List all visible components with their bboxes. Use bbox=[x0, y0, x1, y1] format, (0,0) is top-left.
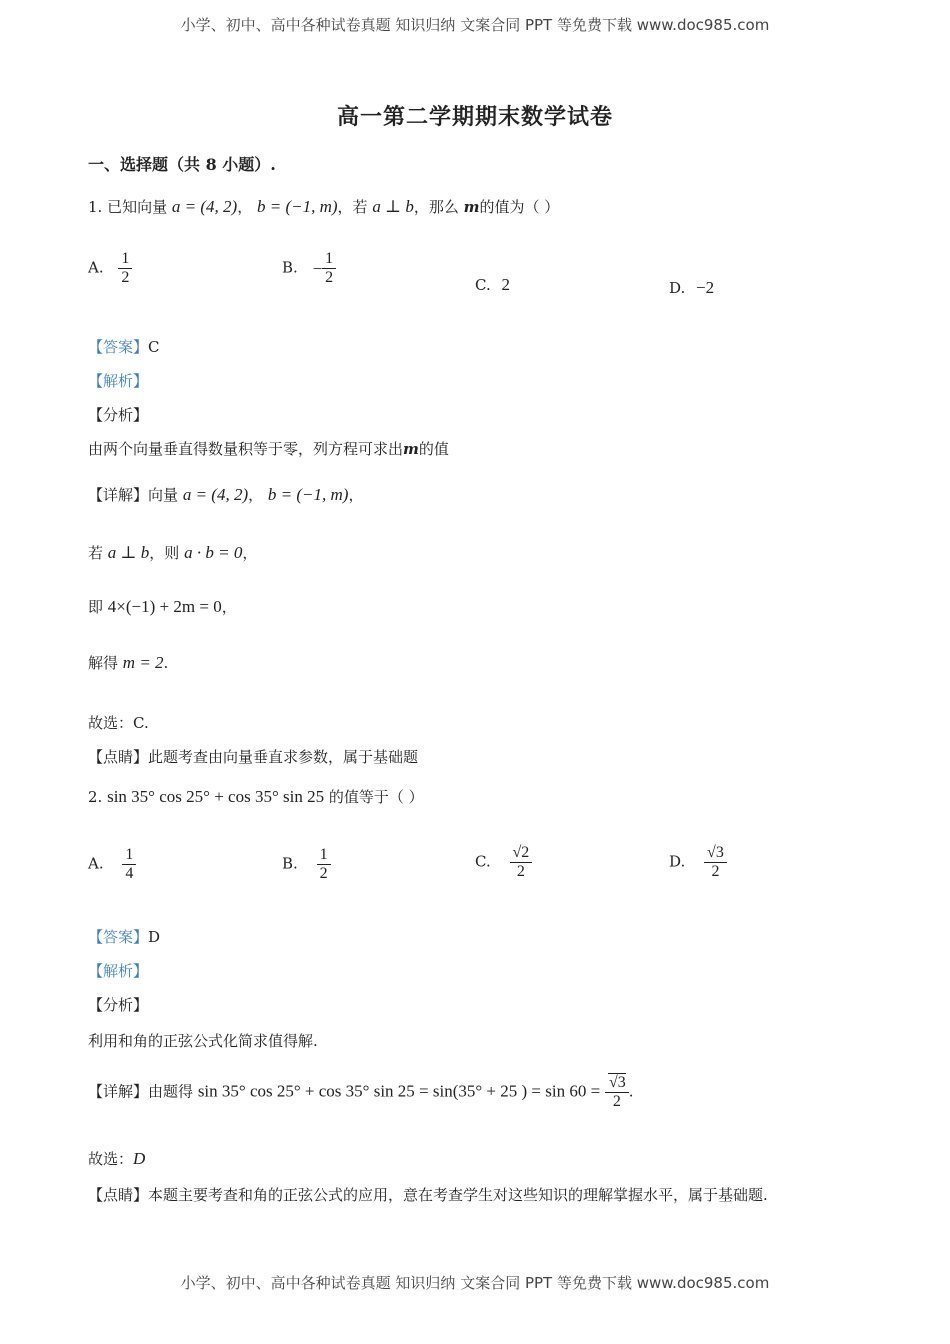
q1-option-a: A. $\frac{1}{2}$ bbox=[88, 250, 132, 287]
question-number: 1. bbox=[88, 198, 103, 216]
q1-option-b: B. − $\frac{1}{2}$ bbox=[282, 250, 336, 287]
question-1: 1. 已知向量 a = (4, 2)， b = (−1, m)，若 a ⊥ b，那么 m的值为（ ） bbox=[88, 197, 560, 216]
section-heading: 一、选择题（共 8 小题）. bbox=[88, 155, 276, 174]
vector-b: b = (−1, m) bbox=[256, 197, 338, 216]
q1-option-c: C. 2 bbox=[475, 275, 510, 294]
perpendicular-condition: a ⊥ b bbox=[372, 197, 414, 216]
q2-detail: 【详解】由题得 sin 35° cos 25° + cos 35° sin 25 = sin(35° + 25 ) = sin 60 = $\frac{√3}{2}$ . bbox=[88, 1074, 634, 1110]
q1-choose: 故选：C. bbox=[88, 714, 149, 732]
q2-option-b: B. $\frac{1}{2}$ bbox=[282, 846, 331, 883]
page-title: 高一第二学期期末数学试卷 bbox=[336, 104, 613, 130]
trig-expression: sin 35° cos 25° + cos 35° sin 25 bbox=[107, 787, 325, 806]
question-2: 2. sin 35° cos 25° + cos 35° sin 25 的值等于（ ） bbox=[88, 787, 424, 806]
q1-dianjing: 【点睛】此题考查由向量垂直求参数，属于基础题 bbox=[88, 748, 419, 766]
vector-a: a = (4, 2) bbox=[171, 197, 238, 216]
q1-detail-line-1: 【详解】向量 a = (4, 2)， b = (−1, m)， bbox=[88, 485, 364, 504]
q2-fenxi-text: 利用和角的正弦公式化简求值得解. bbox=[88, 1032, 318, 1050]
q2-option-c: C. $\frac{√2}{2}$ bbox=[475, 844, 532, 881]
page-footer: 小学、初中、高中各种试卷真题 知识归纳 文案合同 PPT 等免费下载 www.doc985.com bbox=[180, 1274, 770, 1292]
q1-detail-line-2: 若 a ⊥ b，则 a · b = 0， bbox=[88, 543, 258, 562]
q2-choose: 故选：D bbox=[88, 1149, 146, 1168]
q1-fenxi-tag: 【分析】 bbox=[88, 406, 149, 424]
q1-detail-line-3: 即 4×(−1) + 2m = 0， bbox=[88, 597, 237, 616]
page-header: 小学、初中、高中各种试卷真题 知识归纳 文案合同 PPT 等免费下载 www.doc985.com bbox=[180, 16, 770, 34]
q2-fenxi-tag: 【分析】 bbox=[88, 996, 149, 1014]
q2-answer: 【答案】D bbox=[88, 928, 161, 946]
q2-dianjing: 【点睛】本题主要考查和角的正弦公式的应用，意在考查学生对这些知识的理解掌握水平，属于基础题. bbox=[88, 1186, 768, 1204]
q2-analysis-tag: 【解析】 bbox=[88, 962, 149, 980]
question-number: 2. bbox=[88, 788, 103, 806]
q1-fenxi-text: 由两个向量垂直得数量积等于零，列方程可求出m的值 bbox=[88, 440, 449, 458]
q1-detail-line-4: 解得 m = 2. bbox=[88, 653, 169, 672]
q2-option-d: D. $\frac{√3}{2}$ bbox=[669, 844, 727, 881]
q1-analysis-tag: 【解析】 bbox=[88, 372, 149, 390]
q2-option-a: A. $\frac{1}{4}$ bbox=[88, 846, 136, 883]
q1-option-d: D. −2 bbox=[669, 278, 715, 297]
q1-answer: 【答案】C bbox=[88, 338, 160, 356]
